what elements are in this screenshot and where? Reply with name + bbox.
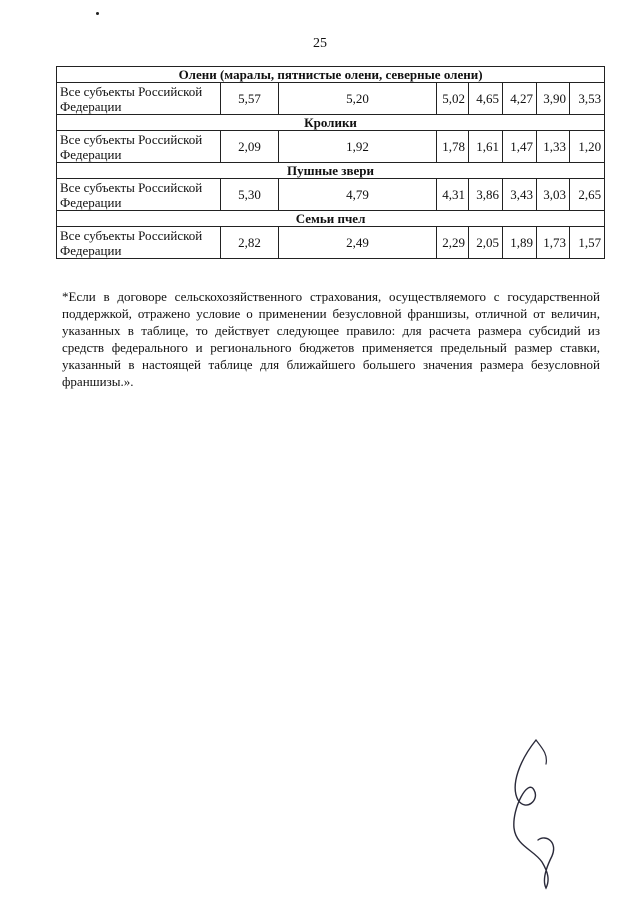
rate-cell: 1,89: [503, 227, 537, 259]
rate-cell: 2,82: [221, 227, 279, 259]
rate-cell: 4,27: [503, 83, 537, 115]
region-cell: Все субъекты Российской Федерации: [57, 227, 221, 259]
rate-cell: 5,20: [279, 83, 437, 115]
region-cell: Все субъекты Российской Федерации: [57, 131, 221, 163]
scan-dot: [96, 12, 99, 15]
table-row: [57, 227, 605, 259]
rate-cell: 1,73: [537, 227, 570, 259]
rate-cell: 2,65: [570, 179, 605, 211]
rate-cell: 1,33: [537, 131, 570, 163]
rate-cell: 2,05: [469, 227, 503, 259]
page-number: 25: [313, 36, 327, 51]
rate-cell: 3,86: [469, 179, 503, 211]
table-body: [57, 67, 605, 259]
handwritten-signature: [490, 730, 570, 890]
rate-cell: 5,02: [437, 83, 469, 115]
group-title: Пушные звери: [57, 163, 605, 179]
rate-cell: 1,61: [469, 131, 503, 163]
rate-cell: 5,57: [221, 83, 279, 115]
rate-cell: 1,78: [437, 131, 469, 163]
subsidy-rate-table: [56, 66, 605, 259]
rate-cell: 2,29: [437, 227, 469, 259]
rate-cell: 2,09: [221, 131, 279, 163]
table-row: [57, 83, 605, 115]
rate-cell: 4,31: [437, 179, 469, 211]
region-cell: Все субъекты Российской Федерации: [57, 179, 221, 211]
rate-cell: 3,90: [537, 83, 570, 115]
rate-cell: 5,30: [221, 179, 279, 211]
rate-cell: 4,65: [469, 83, 503, 115]
rate-cell: 1,20: [570, 131, 605, 163]
rate-cell: 4,79: [279, 179, 437, 211]
group-title: Семьи пчел: [57, 211, 605, 227]
group-header-row: [57, 115, 605, 131]
rate-cell: 3,43: [503, 179, 537, 211]
group-title: Кролики: [57, 115, 605, 131]
rate-cell: 3,03: [537, 179, 570, 211]
table-row: [57, 131, 605, 163]
rate-cell: 3,53: [570, 83, 605, 115]
group-title: Олени (маралы, пятнистые олени, северные олени): [57, 67, 605, 83]
rate-cell: 2,49: [279, 227, 437, 259]
rate-cell: 1,47: [503, 131, 537, 163]
footnote: *Если в договоре сельскохозяйственного страхования, осуществляемого с государственной поддержкой, отражено условие о применении безусловной франшизы, отличной от величин, указанных в таблице, то действует следующее правило: для расчета размера субсидий из средств федерального и регионального бюджетов применяется предельный размер ставки, указанный в настоящей таблице для ближайшего большего значения размера безусловной франшизы.».: [62, 289, 600, 389]
group-header-row: [57, 163, 605, 179]
table-row: [57, 179, 605, 211]
group-header-row: [57, 211, 605, 227]
rate-cell: 1,57: [570, 227, 605, 259]
rate-cell: 1,92: [279, 131, 437, 163]
region-cell: Все субъекты Российской Федерации: [57, 83, 221, 115]
group-header-row: [57, 67, 605, 83]
